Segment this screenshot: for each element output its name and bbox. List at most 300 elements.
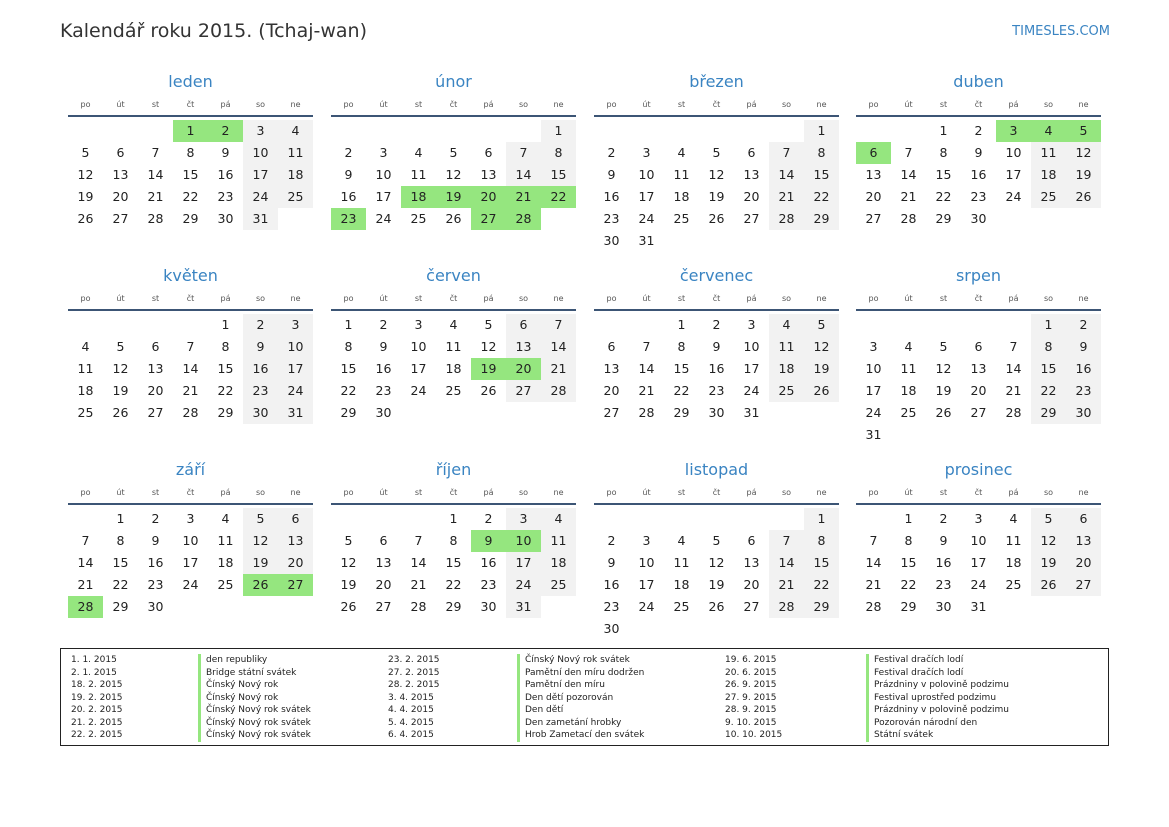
day-blank xyxy=(506,120,541,142)
day-cell: 18 xyxy=(541,552,576,574)
day-cell-holiday: 18 xyxy=(401,186,436,208)
day-cell: 6 xyxy=(607,339,616,354)
day-cell: 23 xyxy=(217,189,234,204)
legend-holiday-name: Státní svátek xyxy=(866,729,933,742)
day-cell: 6 xyxy=(278,508,313,530)
day-cell: 30 xyxy=(603,621,620,636)
day-cell-holiday: 4 xyxy=(1031,120,1066,142)
day-cell: 30 xyxy=(1066,402,1101,424)
day-cell: 16 xyxy=(1066,358,1101,380)
weekday-label: ne xyxy=(553,100,564,109)
legend-holiday-name: Prázdniny v polovině podzimu xyxy=(866,704,1009,717)
day-cell: 13 xyxy=(743,555,760,570)
day-cell-holiday: 28 xyxy=(68,596,103,618)
day-cell: 22 xyxy=(340,383,357,398)
day-cell: 2 xyxy=(1066,314,1101,336)
day-cell: 18 xyxy=(1031,164,1066,186)
day-cell: 30 xyxy=(243,402,278,424)
weekday-label: ne xyxy=(290,488,301,497)
legend-holiday-name: Den zametání hrobky xyxy=(517,717,621,730)
weekday-label: pá xyxy=(220,488,231,497)
day-cell: 17 xyxy=(743,361,760,376)
day-cell: 4 xyxy=(677,145,686,160)
day-cell: 8 xyxy=(344,339,353,354)
day-cell: 30 xyxy=(970,211,987,226)
weekday-label: út xyxy=(642,100,651,109)
day-cell: 14 xyxy=(769,552,804,574)
day-cell: 21 xyxy=(1005,383,1022,398)
day-cell: 4 xyxy=(278,120,313,142)
day-cell: 25 xyxy=(278,186,313,208)
day-cell: 4 xyxy=(769,314,804,336)
day-cell: 23 xyxy=(375,383,392,398)
day-cell: 19 xyxy=(243,552,278,574)
day-cell: 15 xyxy=(340,361,357,376)
day-cell: 9 xyxy=(243,336,278,358)
day-cell: 20 xyxy=(1066,552,1101,574)
day-cell: 13 xyxy=(147,361,164,376)
day-cell: 23 xyxy=(147,577,164,592)
weekday-label: st xyxy=(151,100,160,109)
day-cell: 19 xyxy=(935,383,952,398)
day-cell: 24 xyxy=(638,599,655,614)
day-cell: 23 xyxy=(603,599,620,614)
day-cell: 27 xyxy=(743,211,760,226)
day-cell-holiday: 9 xyxy=(471,530,506,552)
month-name: listopad xyxy=(684,460,749,479)
day-cell: 11 xyxy=(673,167,690,182)
day-blank xyxy=(891,314,926,336)
weekday-label: ne xyxy=(290,294,301,303)
day-blank xyxy=(68,120,103,142)
day-blank xyxy=(401,508,436,530)
day-cell: 24 xyxy=(638,211,655,226)
month-divider xyxy=(594,115,839,117)
day-cell: 3 xyxy=(414,317,423,332)
weekday-label: so xyxy=(518,100,529,109)
day-cell: 2 xyxy=(939,511,948,526)
day-cell: 5 xyxy=(243,508,278,530)
legend-date: 4. 4. 2015 xyxy=(388,705,434,715)
day-cell: 28 xyxy=(410,599,427,614)
weekday-label: pá xyxy=(746,100,757,109)
weekday-label: čt xyxy=(974,100,983,109)
day-blank xyxy=(891,120,926,142)
day-cell: 12 xyxy=(804,336,839,358)
day-blank xyxy=(996,314,1031,336)
legend-date: 28. 2. 2015 xyxy=(388,680,440,690)
legend-date: 22. 2. 2015 xyxy=(71,730,123,740)
day-cell: 7 xyxy=(769,530,804,552)
day-cell-holiday: 1 xyxy=(173,120,208,142)
day-cell: 11 xyxy=(769,336,804,358)
weekday-label: čt xyxy=(712,100,721,109)
weekday-label: st xyxy=(939,294,948,303)
day-cell: 24 xyxy=(410,383,427,398)
day-cell: 1 xyxy=(344,317,353,332)
day-cell: 24 xyxy=(506,574,541,596)
day-cell: 3 xyxy=(379,145,388,160)
day-blank xyxy=(699,508,734,530)
legend-holiday-name: Čínský Nový rok xyxy=(198,692,278,705)
weekday-label: po xyxy=(868,100,879,109)
site-link[interactable]: TIMESLES.COM xyxy=(1012,24,1110,39)
day-cell: 21 xyxy=(147,189,164,204)
day-cell: 6 xyxy=(506,314,541,336)
day-cell: 7 xyxy=(869,533,878,548)
weekday-label: so xyxy=(1043,294,1054,303)
day-cell: 17 xyxy=(506,552,541,574)
day-cell: 20 xyxy=(112,189,129,204)
day-cell: 24 xyxy=(375,211,392,226)
day-cell: 14 xyxy=(541,336,576,358)
legend-holiday-name: Čínský Nový rok svátek xyxy=(198,717,311,730)
weekday-header xyxy=(594,293,839,304)
day-cell: 10 xyxy=(743,339,760,354)
legend-date: 19. 2. 2015 xyxy=(71,692,123,703)
legend-date: 23. 2. 2015 xyxy=(388,655,440,665)
day-cell: 15 xyxy=(804,552,839,574)
legend-date: 28. 9. 2015 xyxy=(725,705,777,715)
month-name: říjen xyxy=(435,460,472,479)
month-8 xyxy=(856,266,1101,446)
day-cell: 23 xyxy=(603,211,620,226)
weekday-label: čt xyxy=(449,100,458,109)
day-cell: 7 xyxy=(1009,339,1018,354)
day-cell: 13 xyxy=(603,361,620,376)
day-grid xyxy=(331,508,576,618)
day-blank xyxy=(68,508,103,530)
weekday-label: čt xyxy=(449,294,458,303)
day-blank xyxy=(664,508,699,530)
weekday-label: st xyxy=(677,100,686,109)
day-cell: 20 xyxy=(278,552,313,574)
day-cell: 25 xyxy=(77,405,94,420)
day-cell: 7 xyxy=(151,145,160,160)
weekday-label: po xyxy=(343,100,354,109)
day-cell: 3 xyxy=(243,120,278,142)
day-cell: 17 xyxy=(410,361,427,376)
day-cell: 7 xyxy=(642,339,651,354)
day-cell: 13 xyxy=(480,167,497,182)
day-grid xyxy=(68,508,313,618)
month-name: červen xyxy=(426,266,481,285)
day-cell: 24 xyxy=(1005,189,1022,204)
day-cell: 2 xyxy=(484,511,493,526)
day-cell: 27 xyxy=(506,380,541,402)
day-cell: 3 xyxy=(278,314,313,336)
day-cell: 28 xyxy=(1005,405,1022,420)
day-cell: 2 xyxy=(607,533,616,548)
weekday-label: so xyxy=(255,488,266,497)
day-cell: 16 xyxy=(243,358,278,380)
day-cell: 21 xyxy=(541,358,576,380)
weekday-label: po xyxy=(868,294,879,303)
day-cell: 27 xyxy=(865,211,882,226)
legend-holiday-name: Festival uprostřed podzimu xyxy=(866,692,996,705)
day-cell: 23 xyxy=(970,189,987,204)
day-blank xyxy=(594,120,629,142)
day-cell: 30 xyxy=(708,405,725,420)
day-cell: 15 xyxy=(900,555,917,570)
day-cell: 13 xyxy=(743,167,760,182)
weekday-header xyxy=(68,293,313,304)
day-cell: 13 xyxy=(1066,530,1101,552)
weekday-label: po xyxy=(80,100,91,109)
day-cell: 18 xyxy=(673,189,690,204)
day-cell: 17 xyxy=(970,555,987,570)
weekday-label: st xyxy=(677,488,686,497)
weekday-label: pá xyxy=(483,488,494,497)
legend-date: 10. 10. 2015 xyxy=(725,730,783,740)
day-cell: 11 xyxy=(1031,142,1066,164)
day-cell: 20 xyxy=(375,577,392,592)
day-cell: 16 xyxy=(970,167,987,182)
day-cell: 20 xyxy=(970,383,987,398)
day-cell: 19 xyxy=(1031,552,1066,574)
day-cell-holiday: 6 xyxy=(856,142,891,164)
legend-date: 27. 2. 2015 xyxy=(388,667,440,678)
day-cell: 1 xyxy=(541,120,576,142)
legend-date: 27. 9. 2015 xyxy=(725,692,777,703)
day-cell: 3 xyxy=(869,339,878,354)
weekday-label: pá xyxy=(1008,488,1019,497)
weekday-label: st xyxy=(151,488,160,497)
day-cell: 26 xyxy=(445,211,462,226)
day-cell: 4 xyxy=(449,317,458,332)
day-blank xyxy=(366,508,401,530)
day-cell: 10 xyxy=(182,533,199,548)
day-cell: 25 xyxy=(900,405,917,420)
day-cell: 28 xyxy=(865,599,882,614)
legend-holiday-name: Čínský Nový rok svátek xyxy=(198,704,311,717)
day-cell: 12 xyxy=(243,530,278,552)
day-cell: 19 xyxy=(708,189,725,204)
day-cell: 11 xyxy=(77,361,94,376)
day-blank xyxy=(961,314,996,336)
day-cell: 13 xyxy=(112,167,129,182)
day-cell: 9 xyxy=(712,339,721,354)
day-cell: 22 xyxy=(1031,380,1066,402)
day-cell: 31 xyxy=(243,208,278,230)
month-divider xyxy=(594,309,839,311)
day-cell: 8 xyxy=(116,533,125,548)
holiday-legend xyxy=(60,648,1109,746)
day-cell: 25 xyxy=(410,211,427,226)
weekday-label: út xyxy=(642,294,651,303)
day-cell: 21 xyxy=(769,574,804,596)
day-grid xyxy=(856,508,1101,618)
day-blank xyxy=(734,508,769,530)
day-cell: 25 xyxy=(769,380,804,402)
day-cell: 16 xyxy=(603,577,620,592)
day-cell-holiday: 21 xyxy=(506,186,541,208)
day-cell: 29 xyxy=(804,596,839,618)
month-divider xyxy=(856,309,1101,311)
day-cell: 5 xyxy=(484,317,493,332)
day-cell: 8 xyxy=(449,533,458,548)
legend-holiday-name: Festival dračích lodí xyxy=(866,654,963,667)
day-cell: 4 xyxy=(904,339,913,354)
day-cell: 24 xyxy=(865,405,882,420)
weekday-label: po xyxy=(343,488,354,497)
day-cell: 25 xyxy=(1031,186,1066,208)
weekday-label: ne xyxy=(553,294,564,303)
day-cell: 9 xyxy=(221,145,230,160)
day-cell: 28 xyxy=(638,405,655,420)
day-cell: 25 xyxy=(673,211,690,226)
day-cell: 24 xyxy=(182,577,199,592)
day-cell: 28 xyxy=(182,405,199,420)
day-cell: 15 xyxy=(673,361,690,376)
day-cell: 14 xyxy=(900,167,917,182)
day-cell: 18 xyxy=(445,361,462,376)
legend-date: 6. 4. 2015 xyxy=(388,730,434,740)
day-cell: 9 xyxy=(974,145,983,160)
day-cell-holiday: 19 xyxy=(436,186,471,208)
day-cell: 11 xyxy=(673,555,690,570)
weekday-label: út xyxy=(642,488,651,497)
day-cell: 9 xyxy=(939,533,948,548)
weekday-header xyxy=(331,487,576,498)
day-blank xyxy=(331,120,366,142)
day-cell: 5 xyxy=(1031,508,1066,530)
day-cell: 13 xyxy=(278,530,313,552)
day-cell: 7 xyxy=(541,314,576,336)
day-cell: 18 xyxy=(278,164,313,186)
weekday-label: pá xyxy=(1008,294,1019,303)
day-cell: 9 xyxy=(607,167,616,182)
day-cell: 20 xyxy=(743,577,760,592)
day-cell: 31 xyxy=(278,402,313,424)
day-cell: 3 xyxy=(506,508,541,530)
day-cell: 7 xyxy=(414,533,423,548)
weekday-label: so xyxy=(1043,100,1054,109)
month-1 xyxy=(68,72,313,230)
day-cell: 27 xyxy=(970,405,987,420)
weekday-label: čt xyxy=(712,294,721,303)
day-cell: 12 xyxy=(112,361,129,376)
day-grid xyxy=(331,314,576,424)
day-cell: 2 xyxy=(379,317,388,332)
weekday-label: so xyxy=(255,100,266,109)
weekday-label: út xyxy=(116,294,125,303)
legend-date: 19. 6. 2015 xyxy=(725,655,777,665)
day-blank xyxy=(769,120,804,142)
day-cell: 14 xyxy=(182,361,199,376)
month-divider xyxy=(856,115,1101,117)
day-cell: 20 xyxy=(865,189,882,204)
day-cell: 20 xyxy=(603,383,620,398)
day-cell: 7 xyxy=(769,142,804,164)
weekday-label: pá xyxy=(746,294,757,303)
day-cell: 27 xyxy=(743,599,760,614)
month-2 xyxy=(331,72,576,230)
legend-holiday-name: Festival dračích lodí xyxy=(866,667,963,680)
month-divider xyxy=(68,309,313,311)
weekday-header xyxy=(856,487,1101,498)
day-blank xyxy=(436,120,471,142)
day-blank xyxy=(366,120,401,142)
day-cell: 27 xyxy=(147,405,164,420)
day-cell: 1 xyxy=(904,511,913,526)
month-12 xyxy=(856,460,1101,618)
day-cell: 2 xyxy=(151,511,160,526)
day-blank xyxy=(594,508,629,530)
day-cell: 8 xyxy=(804,142,839,164)
day-cell: 1 xyxy=(116,511,125,526)
day-cell: 10 xyxy=(243,142,278,164)
weekday-label: st xyxy=(677,294,686,303)
day-cell-holiday: 27 xyxy=(471,208,506,230)
day-cell: 14 xyxy=(1005,361,1022,376)
day-cell: 3 xyxy=(974,511,983,526)
day-cell: 5 xyxy=(81,145,90,160)
day-cell: 10 xyxy=(278,336,313,358)
day-cell: 28 xyxy=(900,211,917,226)
day-cell: 10 xyxy=(638,167,655,182)
day-cell: 12 xyxy=(445,167,462,182)
day-blank xyxy=(331,508,366,530)
legend-date: 18. 2. 2015 xyxy=(71,680,123,690)
day-cell: 4 xyxy=(221,511,230,526)
day-cell: 7 xyxy=(81,533,90,548)
day-cell: 17 xyxy=(638,189,655,204)
day-cell: 30 xyxy=(217,211,234,226)
weekday-label: út xyxy=(904,294,913,303)
weekday-label: st xyxy=(414,294,423,303)
legend-holiday-name: Bridge státní svátek xyxy=(198,667,296,680)
weekday-label: út xyxy=(379,488,388,497)
weekday-label: út xyxy=(116,488,125,497)
day-cell: 22 xyxy=(935,189,952,204)
weekday-label: pá xyxy=(1008,100,1019,109)
day-cell: 19 xyxy=(77,189,94,204)
day-cell: 17 xyxy=(865,383,882,398)
day-cell: 8 xyxy=(221,339,230,354)
weekday-label: so xyxy=(781,488,792,497)
day-cell: 12 xyxy=(708,555,725,570)
legend-holiday-name: Pamětní den míru dodržen xyxy=(517,667,644,680)
day-cell: 26 xyxy=(708,599,725,614)
day-cell: 16 xyxy=(217,167,234,182)
day-cell: 4 xyxy=(414,145,423,160)
day-cell-holiday: 5 xyxy=(1066,120,1101,142)
day-cell: 31 xyxy=(865,427,882,442)
day-cell-holiday: 10 xyxy=(506,530,541,552)
day-blank xyxy=(769,508,804,530)
weekday-label: út xyxy=(116,100,125,109)
day-cell: 7 xyxy=(904,145,913,160)
weekday-label: po xyxy=(80,294,91,303)
day-cell: 12 xyxy=(77,167,94,182)
day-cell: 16 xyxy=(375,361,392,376)
day-cell: 14 xyxy=(865,555,882,570)
day-grid xyxy=(594,314,839,424)
month-name: září xyxy=(175,460,206,479)
day-blank xyxy=(629,120,664,142)
day-cell: 6 xyxy=(747,533,756,548)
day-cell: 6 xyxy=(1066,508,1101,530)
day-cell: 21 xyxy=(865,577,882,592)
month-name: červenec xyxy=(679,266,754,285)
day-cell: 9 xyxy=(151,533,160,548)
weekday-label: út xyxy=(379,294,388,303)
day-cell: 29 xyxy=(445,599,462,614)
day-cell: 26 xyxy=(804,380,839,402)
day-cell: 6 xyxy=(484,145,493,160)
month-divider xyxy=(331,503,576,505)
